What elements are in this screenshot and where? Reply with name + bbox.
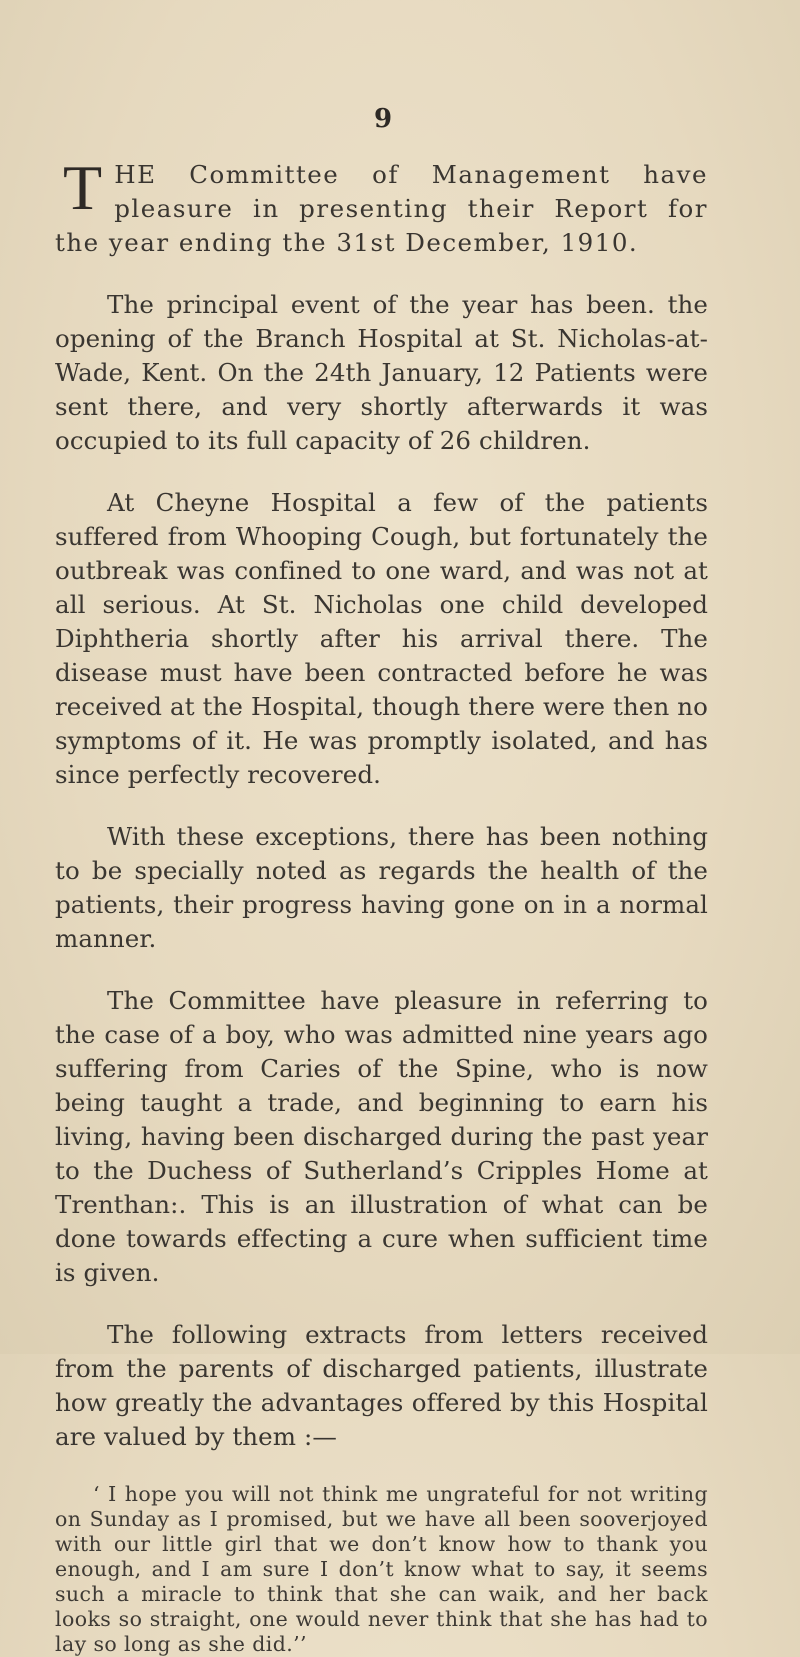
paragraph-case-study: The Committee have pleasure in referring to the case of a boy, who was admitted nine years ago suffering from Caries of the Spine, who is now being taught a trade, and beginning to earn his living, having been discharged during the past year to the Duchess of Sutherland’s Cripples Home at Trenthan:. This is an illustration of what can be done towards effecting a cure when sufficient time is given. xyxy=(55,986,708,1287)
letter-quote: ‘ I hope you will not think me ungrateful for not writing on Sunday as I promised, but we have all been sooverjoyed with our little girl that we don’t know how to thank you enough, and I am sure I don’t know what to say, it seems such a miracle to think that she can waik, and her back looks so straight, one would never think that she has had to lay so long as she did.’’ xyxy=(55,1482,708,1656)
paragraph-health-incidents: At Cheyne Hospital a few of the patients suffered from Whooping Cough, but fortunately the outbreak was confined to one ward, and was not at all serious. At St. Nicholas one child developed Diphtheria shortly after his arrival there. The disease must have been contracted before he was received at the Hospital, though there were then no symptoms of it. He was promptly isolated, and has since perfectly recovered. xyxy=(55,488,708,789)
report-body xyxy=(55,152,708,1657)
paragraph-exceptions: With these exceptions, there has been nothing to be specially noted as regards the health of the patients, their progress having gone on in a normal manner. xyxy=(55,822,708,953)
drop-cap-letter: T xyxy=(63,152,103,223)
paragraph-branch-hospital: The principal event of the year has been. the opening of the Branch Hospital at St. Nicholas-at-Wade, Kent. On the 24th January, 12 Patients were sent there, and very shortly afterwards it was occupied to its full capacity of 26 children. xyxy=(55,290,708,455)
intro-text: HE Committee of Management have pleasure in presenting their Report for the year ending the 31st December, 1910. xyxy=(55,160,708,257)
page-number: 9 xyxy=(373,104,393,134)
intro-paragraph xyxy=(55,152,708,260)
paragraph-extracts-intro: The following extracts from letters received from the parents of discharged patients, illustrate how greatly the advantages offered by this Hospital are valued by them :— xyxy=(55,1320,708,1451)
